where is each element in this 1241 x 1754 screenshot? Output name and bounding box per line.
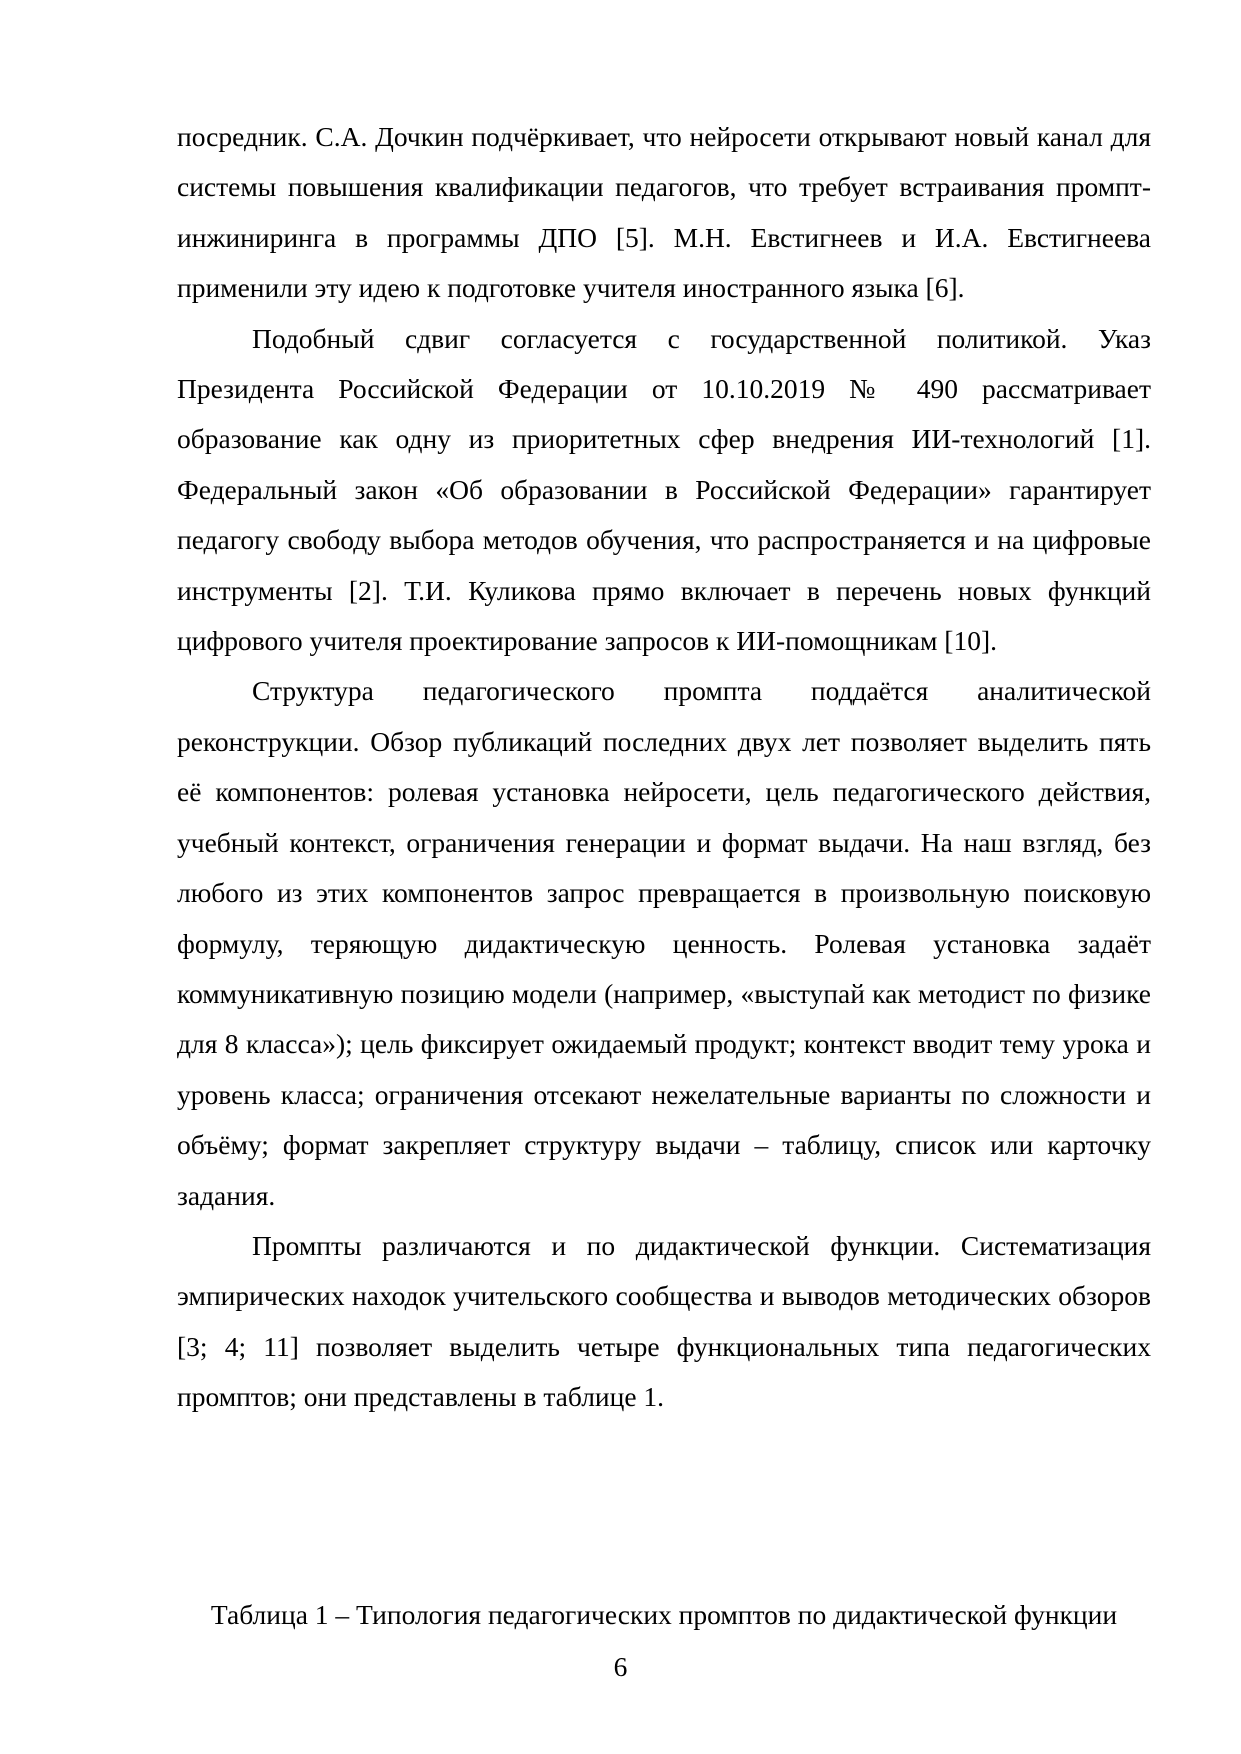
table-caption: Таблица 1 – Типология педагогических промптов по дидактической функции [210, 1599, 1118, 1630]
document-body [177, 112, 1151, 1423]
page-number: 6 [613, 1651, 628, 1682]
paragraph-2: Подобный сдвиг согласуется с государственной политикой. Указ Президента Российской Федерации от 10.10.2019 № 490 рассматривает образование как одну из приоритетных сфер внедрения ИИ-технологий [1]. Федеральный закон «Об образовании в Российской Федерации» гарантирует педагогу свободу выбора методов обучения, что распространяется и на цифровые инструменты [2]. Т.И. Куликова прямо включает в перечень новых функций цифрового учителя проектирование запросов к ИИ-помощникам [10]. [177, 322, 1151, 657]
paragraph-1: посредник. С.А. Дочкин подчёркивает, что нейросети открывают новый канал для системы повышения квалификации педагогов, что требует встраивания промпт-инжиниринга в программы ДПО [5]. М.Н. Евстигнеев и И.А. Евстигнеева применили эту идею к подготовке учителя иностранного языка [6]. [177, 121, 1151, 304]
paragraph-4: Промпты различаются и по дидактической функции. Систематизация эмпирических находок учительского сообщества и выводов методических обзоров [3; 4; 11] позволяет выделить четыре функциональных типа педагогических промптов; они представлены в таблице 1. [177, 1229, 1151, 1413]
paragraph-3: Структура педагогического промпта поддаётся аналитической реконструкции. Обзор публикаций последних двух лет позволяет выделить пять её компонентов: ролевая установка нейросети, цель педагогического действия, учебный контекст, ограничения генерации и формат выдачи. На наш взгляд, без любого из этих компонентов запрос превращается в произвольную поисковую формулу, теряющую дидактическую ценность. Ролевая установка задаёт коммуникативную позицию модели (например, «выступай как методист по физике для 8 класса»); цель фиксирует ожидаемый продукт; контекст вводит тему урока и уровень класса; ограничения отсекают нежелательные варианты по сложности и объёму; формат закрепляет структуру выдачи – таблицу, список или карточку задания. [177, 675, 1151, 1211]
